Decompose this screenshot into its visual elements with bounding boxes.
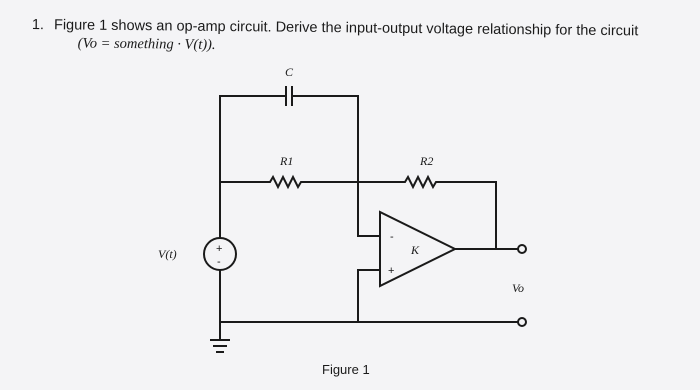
wire-inverting-input — [358, 182, 380, 236]
wire-cap-right — [292, 96, 358, 182]
resistor2-label: R2 — [420, 154, 434, 168]
problem-text: Figure 1 shows an op-amp circuit. Derive the input-output voltage relationship for the circuit — [53, 17, 639, 40]
figure-caption: Figure 1 — [322, 362, 370, 377]
source-minus-sign: - — [217, 256, 221, 268]
problem-formula: (Vo = something · V(t)). — [77, 35, 216, 53]
output-voltage-label: Vo — [512, 281, 524, 295]
opamp-minus-sign: - — [390, 231, 394, 243]
resistor1-label: R1 — [280, 154, 294, 168]
opamp-gain-label: K — [411, 243, 420, 257]
wire-cap-left — [220, 96, 286, 182]
output-terminal-bottom — [518, 318, 526, 326]
source-plus-sign: + — [216, 243, 223, 255]
output-terminal-top — [518, 245, 526, 253]
wire-noninverting-input — [358, 270, 380, 322]
opamp-plus-sign: + — [388, 265, 395, 277]
problem-number: 1. — [31, 16, 45, 34]
source-label: V(t) — [158, 247, 177, 261]
capacitor-label: C — [285, 65, 294, 79]
